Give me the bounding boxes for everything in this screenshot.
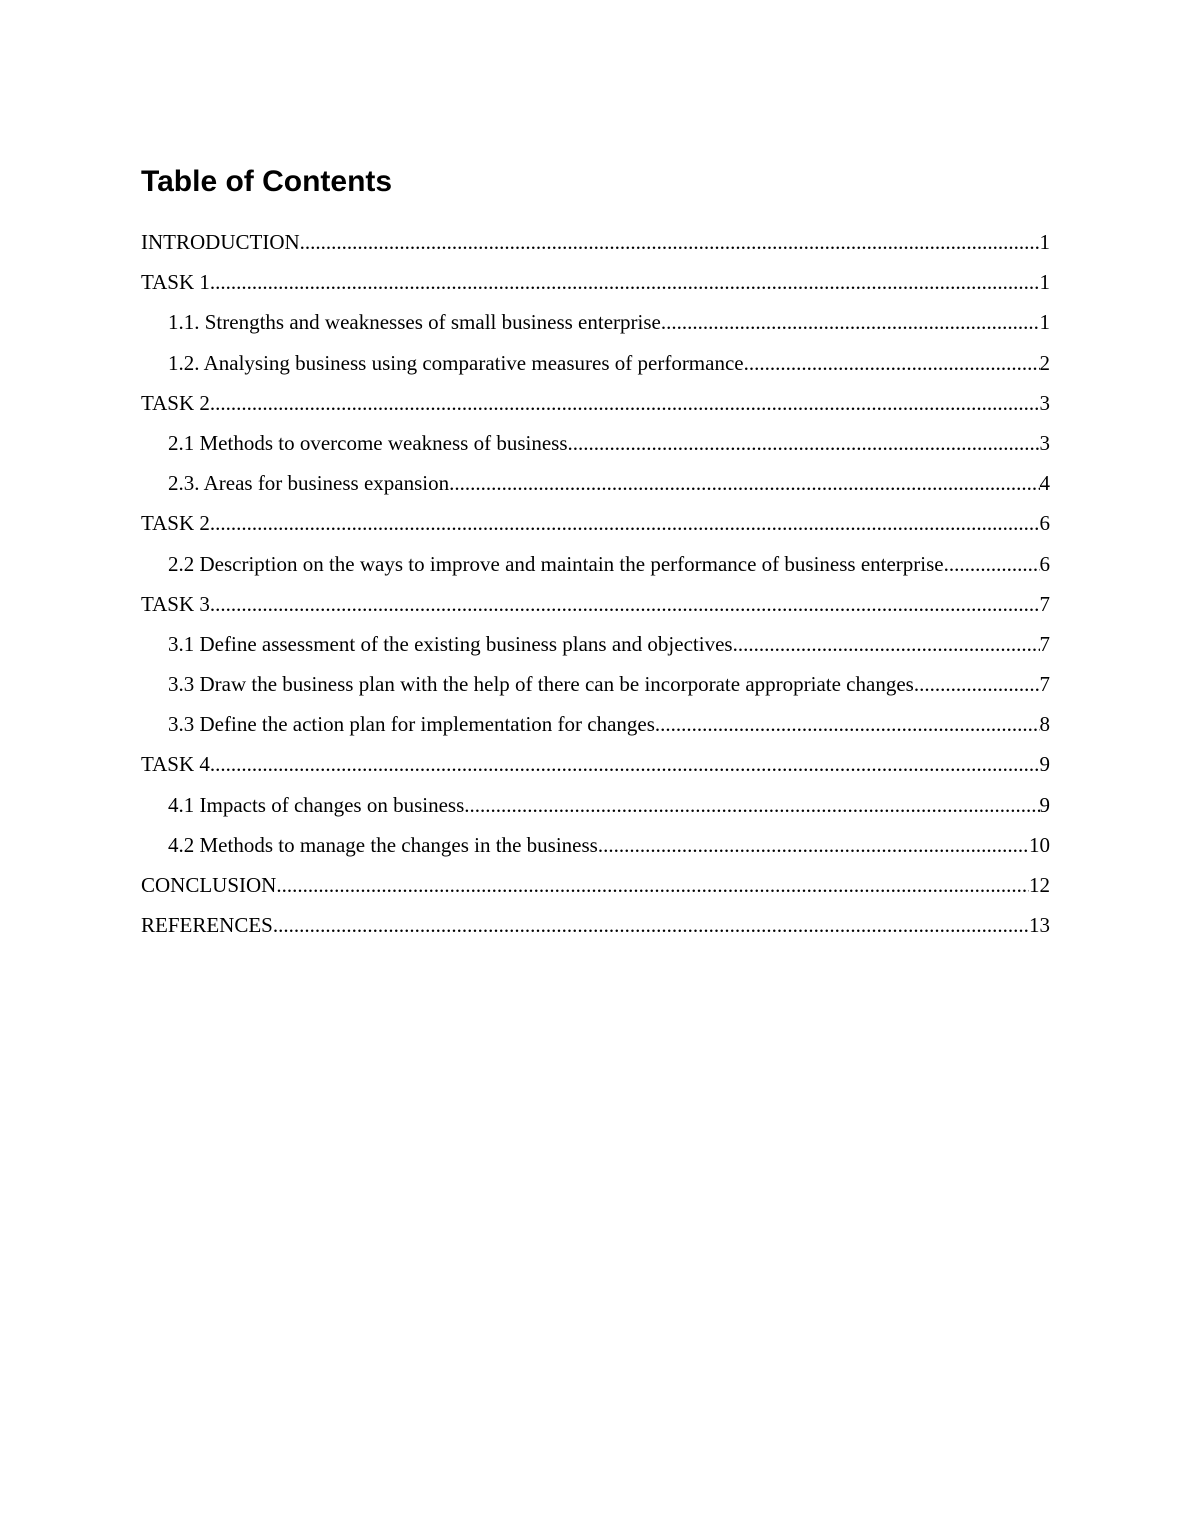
toc-entry-4-1[interactable] xyxy=(141,785,1050,825)
toc-entry-text: TASK 2 xyxy=(141,511,210,536)
toc-page-number: 6 xyxy=(1039,511,1050,536)
toc-dot-leader xyxy=(919,664,1039,704)
toc-entry-2-2[interactable] xyxy=(141,544,1050,584)
toc-entry-introduction[interactable] xyxy=(141,222,1050,262)
toc-entry-text: 2.2 Description on the ways to improve and maintain the performance of business enterprise. xyxy=(168,551,949,576)
toc-entry-text: TASK 1 xyxy=(141,270,210,295)
toc-entry-text: REFERENCES xyxy=(141,913,273,938)
toc-entry-task-3[interactable] xyxy=(141,584,1050,624)
toc-page-number: 2 xyxy=(1039,350,1050,375)
toc-entry-text: 4.1 Impacts of changes on business xyxy=(168,792,465,817)
toc-entry-task-2[interactable] xyxy=(141,383,1050,423)
toc-page-number: 7 xyxy=(1039,631,1050,656)
toc-page-number: 9 xyxy=(1039,792,1050,817)
toc-dot-leader xyxy=(598,825,1029,865)
toc-page-number: 13 xyxy=(1029,913,1050,938)
toc-dot-leader xyxy=(210,383,1040,423)
toc-page-number: 12 xyxy=(1029,873,1050,897)
toc-page-number: 7 xyxy=(1039,591,1050,616)
toc-page-number: 3 xyxy=(1039,430,1050,455)
toc-dot-leader xyxy=(300,222,1040,262)
toc-page-number: 1 xyxy=(1039,310,1050,335)
toc-dot-leader xyxy=(568,423,1040,463)
toc-page-number: 9 xyxy=(1039,752,1050,777)
toc-entry-text: 1.2. Analysing business using comparative measures of performance xyxy=(168,350,744,375)
toc-entry-text: 3.3 Draw the business plan with the help of there can be incorporate appropriate changes. xyxy=(168,672,920,697)
toc-entry-text: 2.1 Methods to overcome weakness of business xyxy=(168,430,568,455)
toc-entry-text: TASK 3 xyxy=(141,591,210,616)
toc-entry-1-1[interactable] xyxy=(141,302,1050,342)
toc-dot-leader xyxy=(464,785,1039,825)
toc-entry-text: 3.3 Define the action plan for implementation for changes. xyxy=(168,712,661,737)
toc-entry-text: 4.2 Methods to manage the changes in the business xyxy=(168,832,598,857)
toc-dot-leader xyxy=(210,503,1040,543)
toc-dot-leader xyxy=(744,343,1040,383)
toc-dot-leader xyxy=(949,544,1040,584)
toc-title: Table of Contents xyxy=(141,165,393,198)
toc-entry-3-1[interactable] xyxy=(141,624,1050,664)
toc-page-number: 3 xyxy=(1039,390,1050,415)
toc-dot-leader xyxy=(210,262,1040,302)
toc-entry-text: INTRODUCTION xyxy=(141,230,300,254)
toc-entry-2-1[interactable] xyxy=(141,423,1050,463)
toc-page-number: 1 xyxy=(1039,270,1050,295)
toc-entry-text: TASK 4 xyxy=(141,752,210,777)
toc-dot-leader xyxy=(733,624,1040,664)
toc-dot-leader xyxy=(661,302,1040,342)
toc-entry-task-4[interactable] xyxy=(141,744,1050,784)
toc-entry-text: 3.1 Define assessment of the existing business plans and objectives xyxy=(168,631,733,656)
toc-entry-2-3[interactable] xyxy=(141,463,1050,503)
toc-entry-text: 2.3. Areas for business expansion xyxy=(168,471,450,496)
toc-entry-task-1[interactable] xyxy=(141,262,1050,302)
toc-list xyxy=(141,222,1050,945)
toc-dot-leader xyxy=(210,744,1040,784)
toc-page-number: 8 xyxy=(1039,712,1050,737)
toc-page-number: 4 xyxy=(1039,471,1050,496)
toc-entry-references[interactable] xyxy=(141,905,1050,945)
toc-entry-3-3-draw[interactable] xyxy=(141,664,1050,704)
toc-entry-1-2[interactable] xyxy=(141,343,1050,383)
toc-page-number: 6 xyxy=(1039,551,1050,576)
toc-dot-leader xyxy=(660,704,1039,744)
toc-entry-3-3-define[interactable] xyxy=(141,704,1050,744)
toc-entry-text: TASK 2 xyxy=(141,390,210,415)
toc-dot-leader xyxy=(276,865,1029,905)
toc-page-number: 7 xyxy=(1039,672,1050,697)
toc-entry-task-2-second[interactable] xyxy=(141,503,1050,543)
toc-entry-4-2[interactable] xyxy=(141,825,1050,865)
toc-dot-leader xyxy=(273,905,1029,945)
toc-page-number: 1 xyxy=(1039,230,1050,254)
toc-entry-text: 1.1. Strengths and weaknesses of small business enterprise xyxy=(168,310,661,335)
toc-dot-leader xyxy=(449,463,1039,503)
toc-dot-leader xyxy=(210,584,1040,624)
toc-entry-conclusion[interactable] xyxy=(141,865,1050,905)
toc-entry-text: CONCLUSION xyxy=(141,873,277,897)
toc-page-number: 10 xyxy=(1029,832,1050,857)
